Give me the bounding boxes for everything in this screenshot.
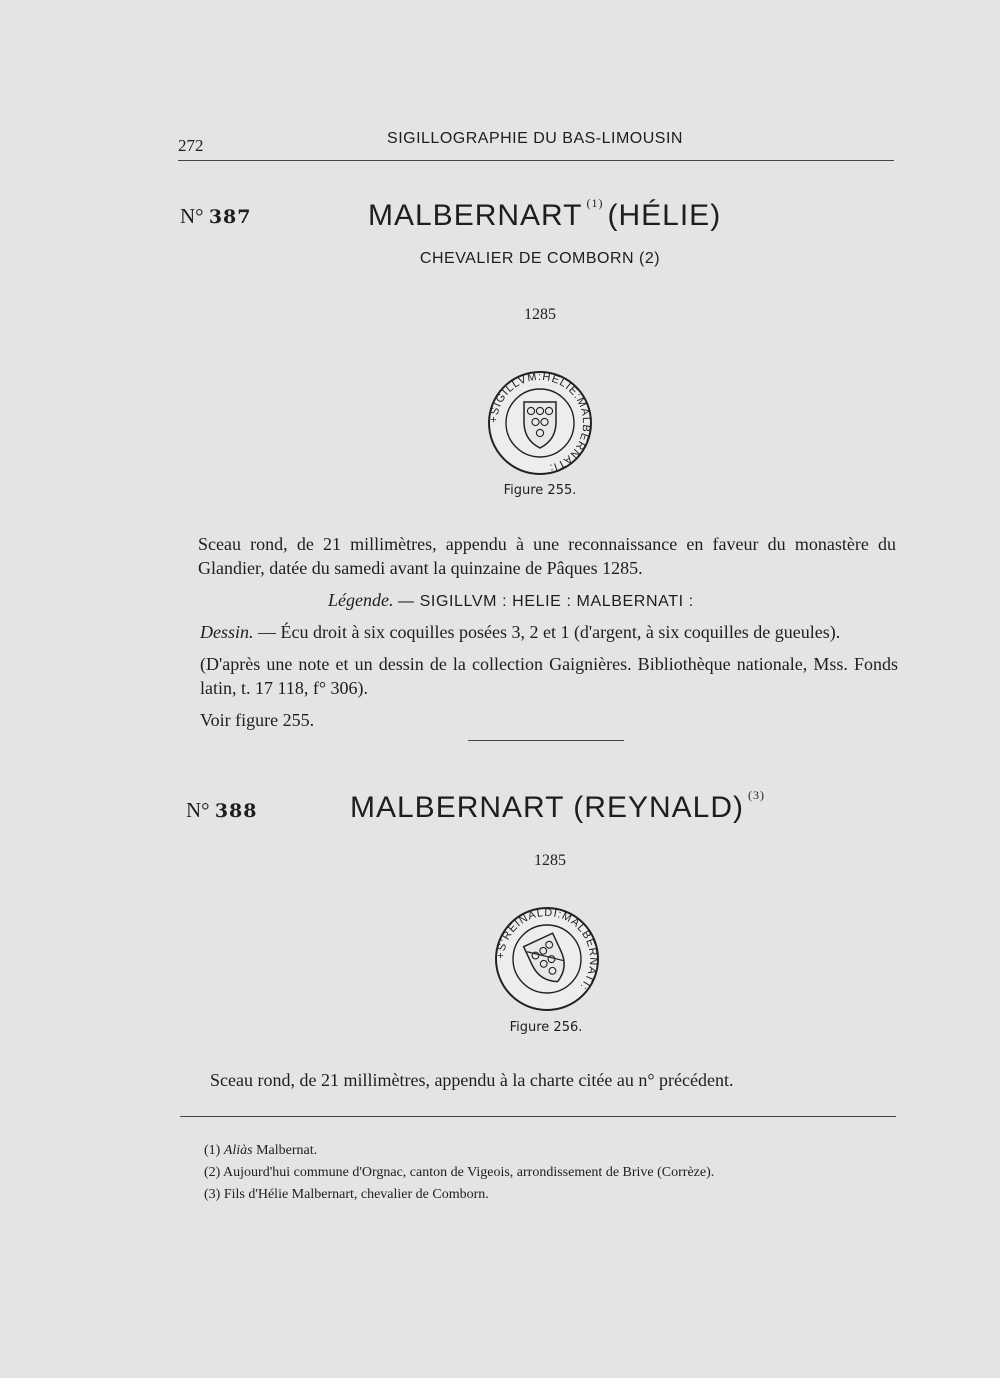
footnote-mark: (1) — [204, 1143, 221, 1158]
entry-387-subtitle: CHEVALIER DE COMBORN (2) — [419, 250, 661, 267]
legend-text: — SIGILLVM : HELIE : MALBERNATI : — [397, 593, 694, 610]
figure-256-caption: Figure 256. — [509, 1020, 583, 1035]
running-title: SIGILLOGRAPHIE DU BAS-LIMOUSIN — [387, 130, 683, 147]
page-number: 272 — [178, 136, 204, 155]
footnote-rule — [180, 1116, 896, 1117]
title-given-name: (REYNALD) — [573, 791, 744, 824]
title-surname: MALBERNART — [350, 791, 564, 824]
entry-387-drawing — [200, 620, 898, 644]
entry-387-see-figure: Voir figure 255. — [200, 710, 315, 730]
entry-number-value: 387 — [208, 206, 252, 228]
entry-387-description: Sceau rond, de 21 millimètres, appendu à une reconnaissance en faveur du monastère du Glandier, datée du samedi avant la quinzaine de Pâques 1285. — [198, 534, 896, 578]
entry-388-date: 1285 — [534, 852, 566, 869]
footnote-italic-term: Aliàs — [223, 1143, 253, 1158]
entry-number-prefix: N° — [186, 798, 210, 822]
title-footnote-mark: (1) — [586, 196, 604, 210]
entry-388-title — [350, 788, 769, 825]
section-divider — [468, 740, 624, 741]
seal-256-image — [494, 906, 600, 1012]
title-surname: MALBERNART — [368, 199, 583, 232]
entry-number-prefix: N° — [180, 204, 204, 228]
footnote-text: Malbernat. — [256, 1143, 318, 1158]
legend-label: Légende. — [328, 590, 394, 610]
entry-387-source: (D'après une note et un dessin de la collection Gaignières. Bibliothèque nationale, Mss. Fonds latin, t. 17 118, f° 306). — [200, 654, 898, 698]
entry-388-description: Sceau rond, de 21 millimètres, appendu à la charte citée au n° précédent. — [210, 1070, 734, 1090]
header-rule — [178, 160, 894, 161]
entry-388-number — [186, 798, 258, 823]
footnote-1 — [204, 1140, 894, 1162]
entry-387-date: 1285 — [524, 306, 556, 323]
figure-255-caption: Figure 255. — [503, 483, 577, 498]
title-footnote-mark: (3) — [748, 788, 765, 802]
seal-255-image — [487, 370, 593, 476]
footnote-3: (3) Fils d'Hélie Malbernart, chevalier de Comborn. — [204, 1187, 489, 1202]
seal-255-legend: +SIGILLVM:HELIE:MALBERNATI: — [487, 370, 593, 474]
footnote-2: (2) Aujourd'hui commune d'Orgnac, canton de Vigeois, arrondissement de Brive (Corrèze). — [204, 1165, 715, 1180]
drawing-text: — Écu droit à six coquilles posées 3, 2 et 1 (d'argent, à six coquilles de gueules). — [258, 622, 841, 642]
entry-387-title — [368, 196, 721, 233]
drawing-label: Dessin. — [200, 622, 254, 642]
entry-387-number — [180, 204, 252, 229]
seal-256-legend: +S'REINALDI:MALBERNATI: — [494, 906, 600, 993]
entry-387-legend — [328, 588, 898, 614]
entry-number-value: 388 — [214, 800, 258, 822]
title-given-name: (HÉLIE) — [607, 199, 722, 232]
